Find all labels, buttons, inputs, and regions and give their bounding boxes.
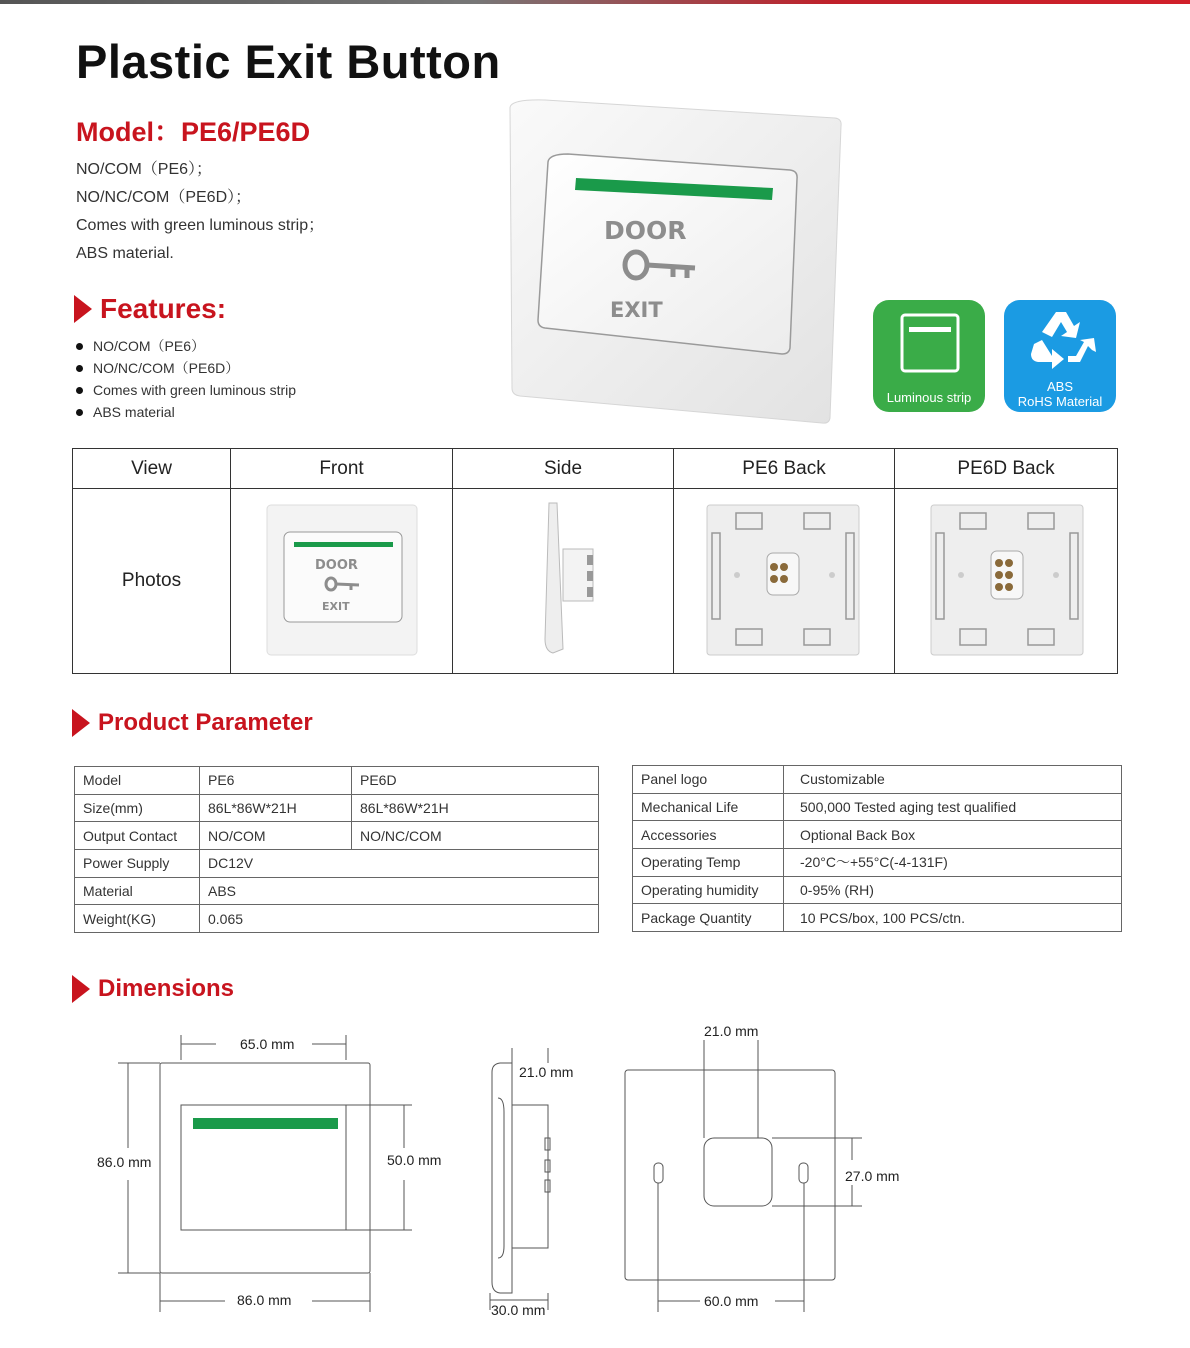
- pe6-back-photo-cell: [674, 489, 895, 674]
- param-value: NO/COM: [200, 822, 352, 850]
- section-arrow-icon: [74, 295, 92, 323]
- list-item: [76, 335, 296, 357]
- feature-text: NO/COM（PE6）: [93, 338, 206, 354]
- parameter-heading: [72, 709, 313, 737]
- features-list: [76, 335, 296, 423]
- table-row: [75, 905, 599, 933]
- bullet-icon: [76, 387, 83, 394]
- table-row: [633, 766, 1122, 794]
- front-height-label: 86.0 mm: [97, 1154, 152, 1170]
- table-row: [633, 876, 1122, 904]
- param-value: NO/NC/COM: [352, 822, 599, 850]
- abs-label: ABS: [1046, 379, 1073, 394]
- front-bottom-label: 86.0 mm: [237, 1292, 292, 1308]
- table-header: Side: [453, 449, 674, 489]
- param-value: 0.065: [200, 905, 599, 933]
- section-arrow-icon: [72, 709, 90, 737]
- bullet-icon: [76, 343, 83, 350]
- param-value: DC12V: [200, 850, 599, 878]
- param-label: Size(mm): [75, 794, 200, 822]
- table-row: [75, 794, 599, 822]
- table-header: View: [73, 449, 231, 489]
- back-drawing: [625, 1040, 862, 1312]
- rohs-label: RoHS Material: [1017, 394, 1103, 409]
- dimension-drawings: [0, 1020, 1190, 1348]
- param-value: -20°C～+55°C(-4-131F): [784, 849, 1122, 877]
- model-heading: Model：PE6/PE6D: [76, 117, 311, 147]
- intro-line: ABS material.: [76, 245, 174, 262]
- list-item: [76, 401, 296, 423]
- param-label: Mechanical Life: [633, 793, 784, 821]
- param-label: Weight(KG): [75, 905, 200, 933]
- list-item: [76, 379, 296, 401]
- front-photo: [231, 489, 451, 667]
- pe6d-back-photo-cell: [895, 489, 1118, 674]
- intro-line: Comes with green luminous strip；: [76, 217, 325, 234]
- door-text: DOOR: [604, 216, 687, 245]
- svg-text:EXIT: EXIT: [322, 600, 350, 613]
- side-top-label: 21.0 mm: [519, 1064, 574, 1080]
- table-row: [75, 767, 599, 795]
- front-width-label: 65.0 mm: [240, 1036, 295, 1052]
- param-value: Optional Back Box: [784, 821, 1122, 849]
- side-photo-cell: [453, 489, 674, 674]
- param-label: Model: [75, 767, 200, 795]
- param-value: 0-95% (RH): [784, 876, 1122, 904]
- table-header: Front: [231, 449, 453, 489]
- intro-text: [76, 156, 324, 268]
- back-top-label: 21.0 mm: [704, 1023, 759, 1039]
- recycle-icon: [1004, 300, 1116, 376]
- table-row: [633, 793, 1122, 821]
- parameter-table-left: [74, 766, 599, 933]
- table-row: [75, 877, 599, 905]
- param-label: Material: [75, 877, 200, 905]
- front-strip: [193, 1118, 338, 1129]
- exit-text: EXIT: [610, 298, 663, 322]
- param-value: 86L*86W*21H: [352, 794, 599, 822]
- param-value: 86L*86W*21H: [200, 794, 352, 822]
- table-row: [633, 821, 1122, 849]
- front-photo-cell: [231, 489, 453, 674]
- param-value: 500,000 Tested aging test qualified: [784, 793, 1122, 821]
- luminous-strip-badge: [873, 300, 985, 412]
- side-photo: [453, 489, 673, 667]
- pe6d-back-photo: [895, 489, 1115, 667]
- front-inner-height-label: 50.0 mm: [387, 1152, 442, 1168]
- bullet-icon: [76, 365, 83, 372]
- table-row: [75, 850, 599, 878]
- bullet-icon: [76, 409, 83, 416]
- back-bottom-label: 60.0 mm: [704, 1293, 759, 1309]
- param-label: Operating humidity: [633, 876, 784, 904]
- feature-text: ABS material: [93, 404, 175, 420]
- param-label: Operating Temp: [633, 849, 784, 877]
- page-title: Plastic Exit Button: [76, 35, 501, 88]
- feature-text: Comes with green luminous strip: [93, 382, 297, 398]
- param-label: Panel logo: [633, 766, 784, 794]
- table-row: [75, 822, 599, 850]
- param-value: Customizable: [784, 766, 1122, 794]
- side-bottom-label: 30.0 mm: [491, 1302, 546, 1318]
- side-drawing: [490, 1048, 550, 1310]
- parameter-heading-label: Product Parameter: [98, 709, 313, 736]
- view-table: [72, 448, 1118, 674]
- dimensions-heading-label: Dimensions: [98, 975, 235, 1002]
- param-value: ABS: [200, 877, 599, 905]
- product-image: [500, 96, 845, 426]
- list-item: [76, 357, 296, 379]
- table-row: [633, 904, 1122, 932]
- table-header: PE6D Back: [895, 449, 1118, 489]
- param-value: 10 PCS/box, 100 PCS/ctn.: [784, 904, 1122, 932]
- back-right-label: 27.0 mm: [845, 1168, 900, 1184]
- param-value: PE6D: [352, 767, 599, 795]
- features-heading: [74, 293, 226, 325]
- rohs-badge: [1004, 300, 1116, 412]
- table-row: [633, 849, 1122, 877]
- param-label: Package Quantity: [633, 904, 784, 932]
- section-arrow-icon: [72, 975, 90, 1003]
- luminous-strip-label: Luminous strip: [886, 390, 972, 405]
- row-label: Photos: [73, 489, 231, 674]
- svg-text:DOOR: DOOR: [315, 558, 358, 573]
- dimensions-heading: [72, 975, 234, 1003]
- front-drawing: [118, 1035, 412, 1312]
- pe6-back-photo: [674, 489, 894, 667]
- param-label: Power Supply: [75, 850, 200, 878]
- top-accent-bar: [0, 0, 1190, 4]
- luminous-strip-icon: [873, 300, 985, 380]
- param-label: Output Contact: [75, 822, 200, 850]
- feature-text: NO/NC/COM（PE6D）: [93, 360, 240, 376]
- intro-line: NO/NC/COM（PE6D）；: [76, 189, 252, 206]
- features-heading-label: Features:: [100, 293, 227, 324]
- param-value: PE6: [200, 767, 352, 795]
- intro-line: NO/COM（PE6）；: [76, 161, 213, 178]
- parameter-table-right: [632, 765, 1122, 932]
- param-label: Accessories: [633, 821, 784, 849]
- table-header: PE6 Back: [674, 449, 895, 489]
